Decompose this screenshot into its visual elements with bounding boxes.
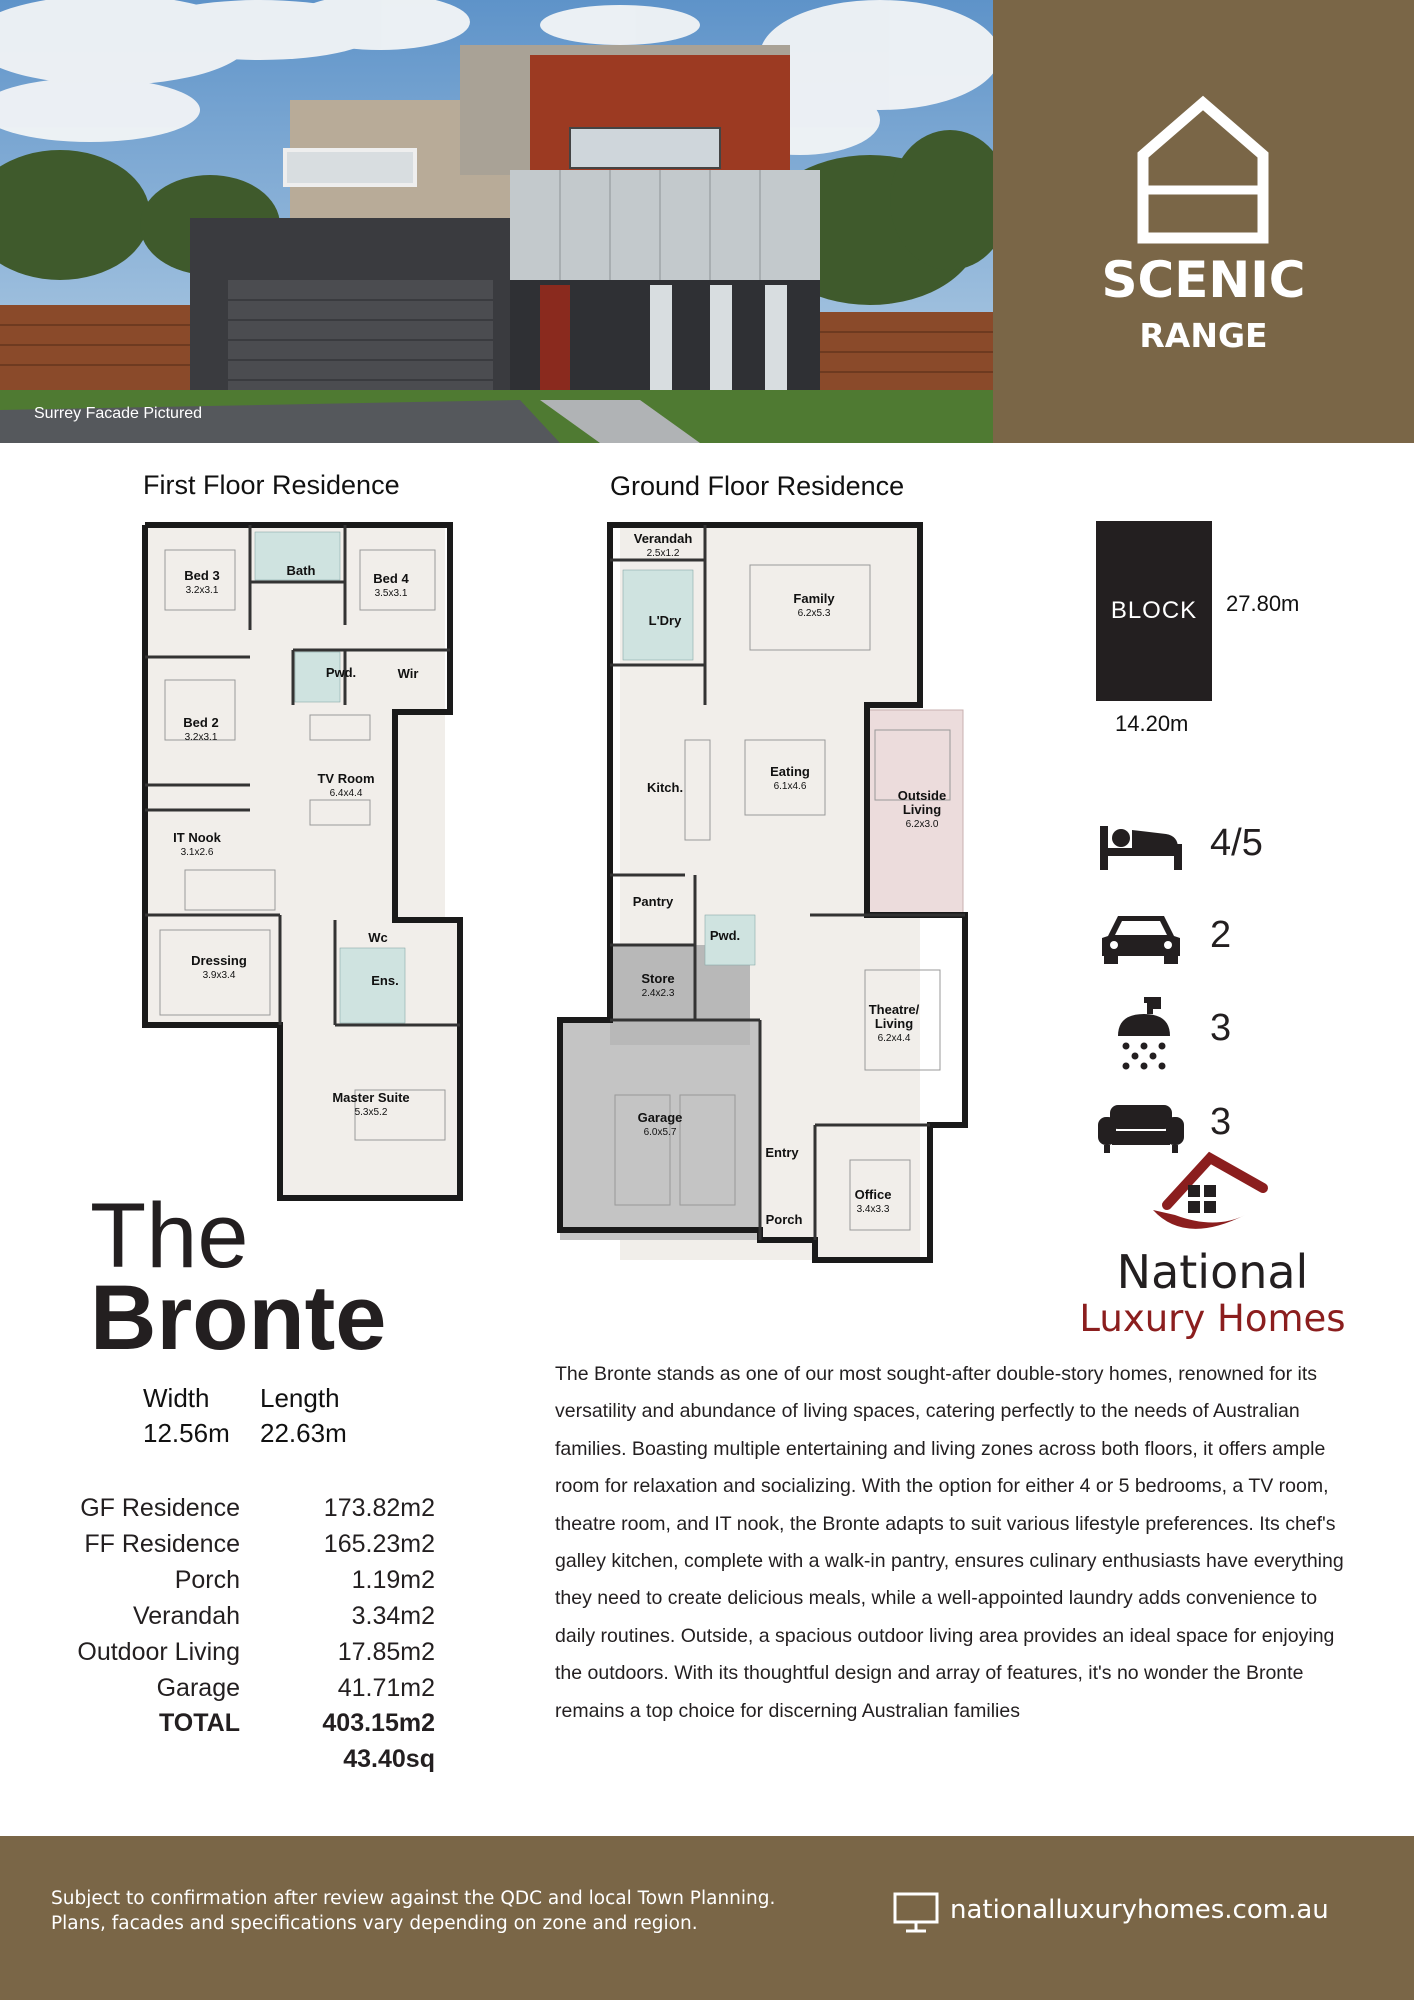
room-label: Master Suite bbox=[332, 1090, 410, 1105]
room-dim: 6.2x3.0 bbox=[905, 819, 939, 830]
room-label: Office bbox=[854, 1187, 892, 1202]
room-label: Eating bbox=[770, 764, 810, 779]
first-floor-title: First Floor Residence bbox=[143, 470, 400, 500]
area-value: 41.71m2 bbox=[337, 1674, 435, 1702]
room-dim: 2.5x1.2 bbox=[646, 548, 680, 559]
room-label: Bed 4 bbox=[373, 571, 409, 586]
logo-name-line1: National bbox=[1116, 1245, 1309, 1299]
room-label: Kitch. bbox=[646, 780, 684, 795]
shower-icon bbox=[1096, 996, 1186, 1071]
house-roof-swoosh-icon bbox=[1145, 1150, 1275, 1245]
bathrooms-value: 3 bbox=[1210, 1007, 1232, 1049]
house-outline-icon bbox=[1135, 95, 1271, 245]
facade-caption: Surrey Facade Pictured bbox=[34, 405, 203, 422]
room-label: Wir bbox=[397, 666, 419, 681]
logo-name-line2: Luxury Homes bbox=[1079, 1297, 1346, 1340]
room-dim: 6.2x5.3 bbox=[797, 608, 831, 619]
room-label: Pantry bbox=[632, 894, 674, 909]
total-label: TOTAL bbox=[158, 1709, 240, 1737]
room-label: Store bbox=[641, 971, 675, 986]
room-label: Ens. bbox=[371, 973, 399, 988]
room-dim: 3.1x2.6 bbox=[180, 847, 214, 858]
block-depth: 27.80m bbox=[1226, 591, 1300, 616]
width-label: Width bbox=[143, 1383, 210, 1413]
range-title: SCENIC bbox=[1101, 251, 1306, 309]
room-label: IT Nook bbox=[173, 830, 221, 845]
disclaimer-line: Plans, facades and specifications vary depending on zone and region. bbox=[51, 1913, 698, 1934]
area-value: 3.34m2 bbox=[351, 1602, 435, 1630]
disclaimer-line: Subject to confirmation after review against the QDC and local Town Planning. bbox=[51, 1888, 776, 1909]
room-dim: 5.3x5.2 bbox=[354, 1107, 388, 1118]
room-label: Outside bbox=[897, 788, 947, 803]
room-label: Living bbox=[902, 802, 942, 817]
room-label: Garage bbox=[637, 1110, 683, 1125]
room-label: Verandah bbox=[633, 531, 693, 546]
car-icon bbox=[1096, 908, 1186, 968]
length-label: Length bbox=[260, 1383, 340, 1413]
room-dim: 6.0x5.7 bbox=[643, 1127, 677, 1138]
total-sq-value: 43.40sq bbox=[343, 1745, 435, 1773]
ground-floor-title: Ground Floor Residence bbox=[610, 471, 905, 501]
area-value: 173.82m2 bbox=[323, 1494, 435, 1522]
area-value: 17.85m2 bbox=[337, 1638, 435, 1666]
block-diagram bbox=[1096, 521, 1212, 701]
room-label: Bed 3 bbox=[184, 568, 220, 583]
area-label: FF Residence bbox=[84, 1530, 240, 1558]
room-dim: 6.4x4.4 bbox=[329, 788, 363, 799]
room-dim: 3.5x3.1 bbox=[374, 588, 408, 599]
room-dim: 3.2x3.1 bbox=[184, 732, 218, 743]
room-label: L'Dry bbox=[648, 613, 682, 628]
width-value: 12.56m bbox=[143, 1418, 230, 1448]
area-label: GF Residence bbox=[80, 1494, 240, 1522]
room-label: Living bbox=[874, 1016, 914, 1031]
bed-icon bbox=[1096, 816, 1186, 876]
room-label: Bath bbox=[286, 563, 316, 578]
sofa-icon bbox=[1096, 1097, 1186, 1157]
block-label: BLOCK bbox=[1110, 597, 1198, 624]
house-title: Bronte bbox=[90, 1267, 387, 1369]
disclaimer bbox=[51, 1886, 831, 1936]
room-label: Bed 2 bbox=[183, 715, 219, 730]
block-width: 14.20m bbox=[1115, 711, 1189, 736]
garage-value: 2 bbox=[1210, 914, 1232, 956]
website-link[interactable]: nationalluxuryhomes.com.au bbox=[950, 1895, 1329, 1925]
area-label: Garage bbox=[156, 1674, 240, 1702]
room-dim: 3.9x3.4 bbox=[202, 970, 236, 981]
area-value: 1.19m2 bbox=[351, 1566, 435, 1594]
house-description: The Bronte stands as one of our most sought-after double-story homes, renowned for its versatility and abundance of living spaces, catering perfectly to the needs of Australian families. Boasting multiple entertaining and living zones across both floors, it offers ample room for relaxation and socializing. With the option for either 4 or 5 bedrooms, a TV room, theatre room, and IT nook, the Bronte adapts to suit various lifestyle preferences. Its chef's galley kitchen, complete with a walk-in pantry, ensures culinary enthusiasts have everything they need to create delicious meals, while a well-appointed laundry adds convenience to daily routines. Outside, a spacious outdoor living area provides an ideal space for enjoying the outdoors. With its thoughtful design and array of features, it's no wonder the Bronte remains a top choice for discerning Australian families bbox=[555, 1363, 1344, 1722]
length-value: 22.63m bbox=[260, 1418, 347, 1448]
first-floor-plan bbox=[135, 520, 465, 1205]
room-label: Pwd. bbox=[709, 928, 741, 943]
room-label: Pwd. bbox=[325, 665, 357, 680]
room-dim: 3.2x3.1 bbox=[185, 585, 219, 596]
ground-floor-plan bbox=[555, 520, 970, 1265]
room-dim: 6.2x4.4 bbox=[877, 1033, 911, 1044]
living-areas-value: 3 bbox=[1210, 1101, 1232, 1143]
room-dim: 2.4x2.3 bbox=[641, 988, 675, 999]
area-value: 165.23m2 bbox=[323, 1530, 435, 1558]
room-label: Family bbox=[793, 591, 835, 606]
house-title-line1: The bbox=[90, 1185, 249, 1287]
monitor-icon bbox=[893, 1892, 939, 1934]
range-subtitle: RANGE bbox=[1139, 316, 1268, 355]
room-label: Entry bbox=[765, 1145, 799, 1160]
room-label: Dressing bbox=[191, 953, 247, 968]
total-m2-value: 403.15m2 bbox=[322, 1709, 435, 1737]
room-dim: 6.1x4.6 bbox=[773, 781, 807, 792]
area-label: Porch bbox=[174, 1566, 240, 1594]
room-label: Porch bbox=[765, 1212, 803, 1227]
facade-image bbox=[0, 0, 994, 443]
area-label: Outdoor Living bbox=[77, 1638, 240, 1666]
bedrooms-value: 4/5 bbox=[1210, 822, 1263, 864]
area-label: Verandah bbox=[132, 1602, 240, 1630]
room-label: TV Room bbox=[317, 771, 375, 786]
range-brand-panel bbox=[993, 0, 1414, 443]
room-dim: 3.4x3.3 bbox=[856, 1204, 890, 1215]
room-label: Wc bbox=[368, 930, 388, 945]
room-label: Theatre/ bbox=[868, 1002, 920, 1017]
